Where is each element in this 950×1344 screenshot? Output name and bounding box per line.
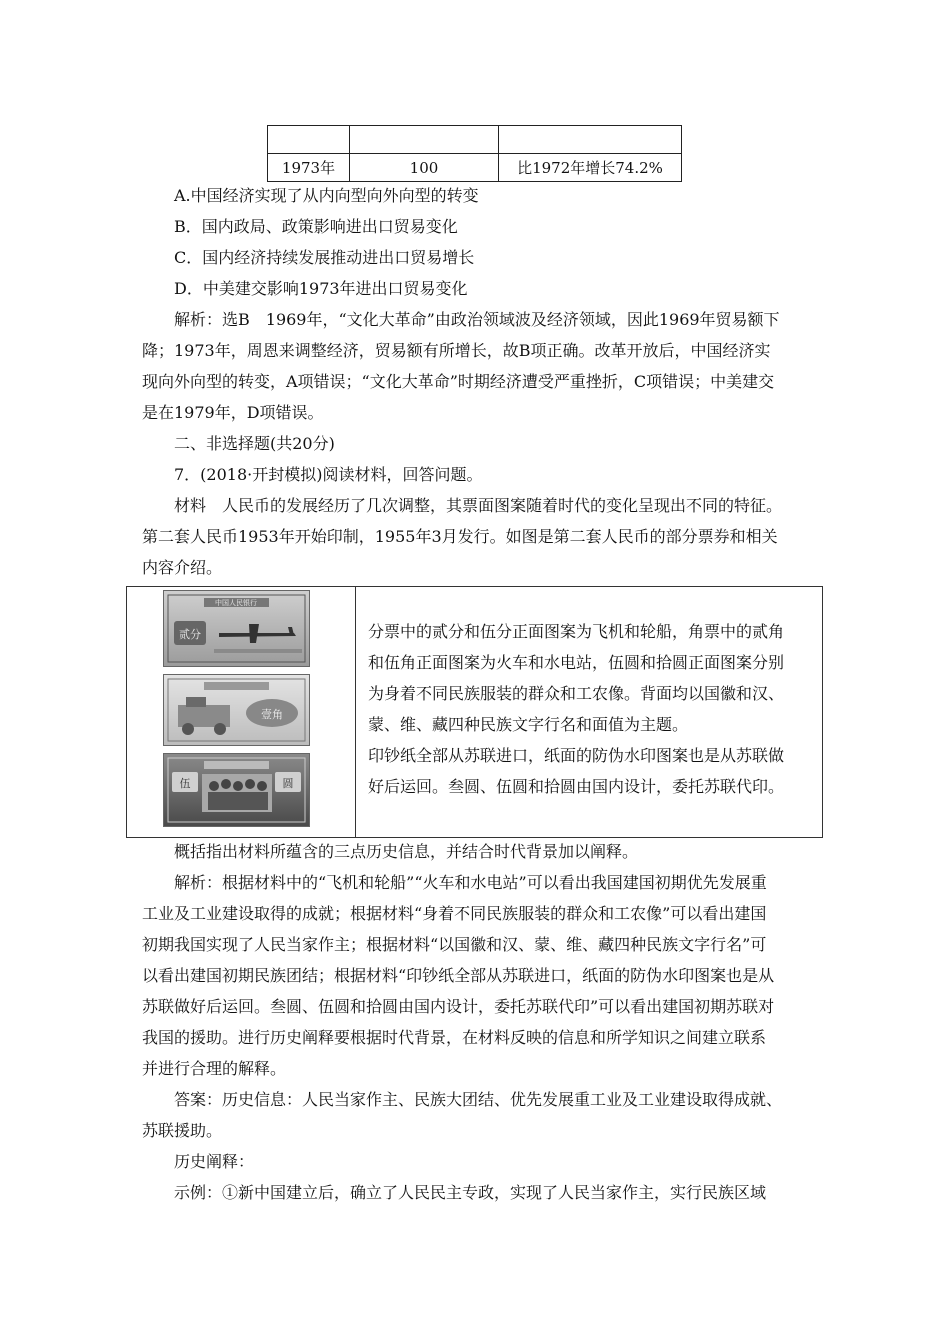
denomination-text: 圆 — [282, 777, 294, 790]
analysis-line: 是在1979年，D项错误。 — [142, 403, 324, 422]
material-line: 第二套人民币1953年开始印制，1955年3月发行。如图是第二套人民币的部分票券和相关 — [142, 527, 778, 546]
analysis-line: 以看出建国初期民族团结；根据材料“印钞纸全部从苏联进口，纸面的防伪水印图案也是从 — [142, 966, 775, 985]
example-line: 示例：①新中国建立后，确立了人民民主专政，实现了人民当家作主，实行民族区域 — [174, 1183, 767, 1202]
denomination-text: 壹角 — [261, 708, 283, 721]
banknote-1jiao-image — [163, 674, 310, 746]
box-divider — [355, 587, 356, 837]
analysis-line: 并进行合理的解释。 — [142, 1059, 287, 1078]
table-cell-year: 1973年 — [268, 154, 350, 182]
table-row — [268, 154, 682, 182]
box-text-line: 印钞纸全部从苏联进口，纸面的防伪水印图案也是从苏联做 — [368, 746, 785, 765]
box-text-line: 和伍角正面图案为火车和水电站，伍圆和拾圆正面图案分别 — [368, 653, 785, 672]
option-b: B．国内政局、政策影响进出口贸易变化 — [174, 217, 458, 236]
table-cell-growth: 比1972年增长74.2% — [499, 154, 682, 182]
question-7: 7．(2018·开封模拟)阅读材料，回答问题。 — [174, 465, 483, 484]
trade-table — [267, 125, 682, 182]
crowd-banknote-illustration — [164, 754, 309, 826]
history-heading: 历史阐释： — [174, 1152, 255, 1171]
option-a: A.中国经济实现了从内向型向外向型的转变 — [174, 186, 479, 205]
analysis-line: 我国的援助。进行历史阐释要根据时代背景，在材料反映的信息和所学知识之间建立联系 — [142, 1028, 767, 1047]
table-cell — [350, 126, 499, 154]
table-cell-value: 100 — [350, 154, 499, 182]
material-line: 内容介绍。 — [142, 558, 223, 577]
analysis-line: 解析：选B 1969年，“文化大革命”由政治领域波及经济领域，因此1969年贸易额下 — [174, 310, 780, 329]
tractor-banknote-illustration — [164, 675, 309, 745]
bank-name-text: 中国人民银行 — [215, 599, 257, 607]
table-cell — [499, 126, 682, 154]
table-row — [268, 126, 682, 154]
analysis-line: 现向外向型的转变，A项错误；“文化大革命”时期经济遭受严重挫折，C项错误；中美建交 — [142, 372, 775, 391]
analysis-line: 初期我国实现了人民当家作主；根据材料“以国徽和汉、蒙、维、藏四种民族文字行名”可 — [142, 935, 767, 954]
answer-line: 答案：历史信息：人民当家作主、民族大团结、优先发展重工业及工业建设取得成就、 — [174, 1090, 783, 1109]
option-c: C．国内经济持续发展推动进出口贸易增长 — [174, 248, 475, 267]
denomination-text: 贰分 — [179, 628, 201, 641]
answer-line: 苏联援助。 — [142, 1121, 223, 1140]
banknote-5yuan-image — [163, 753, 310, 827]
analysis-line: 工业及工业建设取得的成就；根据材料“身着不同民族服装的群众和工农像”可以看出建国 — [142, 904, 767, 923]
material-line: 材料 人民币的发展经历了几次调整，其票面图案随着时代的变化呈现出不同的特征。 — [174, 496, 783, 515]
box-text-line: 为身着不同民族服装的群众和工农像。背面均以国徽和汉、 — [368, 684, 785, 703]
analysis-line: 降；1973年，周恩来调整经济，贸易额有所增长，故B项正确。改革开放后，中国经济实 — [142, 341, 771, 360]
analysis-line: 苏联做好后运回。叁圆、伍圆和拾圆由国内设计，委托苏联代印”可以看出建国初期苏联对 — [142, 997, 775, 1016]
table-cell — [268, 126, 350, 154]
section-heading: 二、非选择题(共20分) — [174, 434, 335, 453]
box-text-line: 分票中的贰分和伍分正面图案为飞机和轮船，角票中的贰角 — [368, 622, 785, 641]
analysis-line: 解析：根据材料中的“飞机和轮船”“火车和水电站”可以看出我国建国初期优先发展重 — [174, 873, 767, 892]
box-text-line: 好后运回。叁圆、伍圆和拾圆由国内设计，委托苏联代印。 — [368, 777, 785, 796]
denomination-text: 伍 — [179, 777, 191, 790]
option-d: D．中美建交影响1973年进出口贸易变化 — [174, 279, 468, 298]
airplane-banknote-illustration — [164, 591, 309, 666]
box-text-line: 蒙、维、藏四种民族文字行名和面值为主题。 — [368, 715, 689, 734]
question-prompt: 概括指出材料所蕴含的三点历史信息，并结合时代背景加以阐释。 — [174, 842, 639, 861]
banknote-2fen-image — [163, 590, 310, 667]
